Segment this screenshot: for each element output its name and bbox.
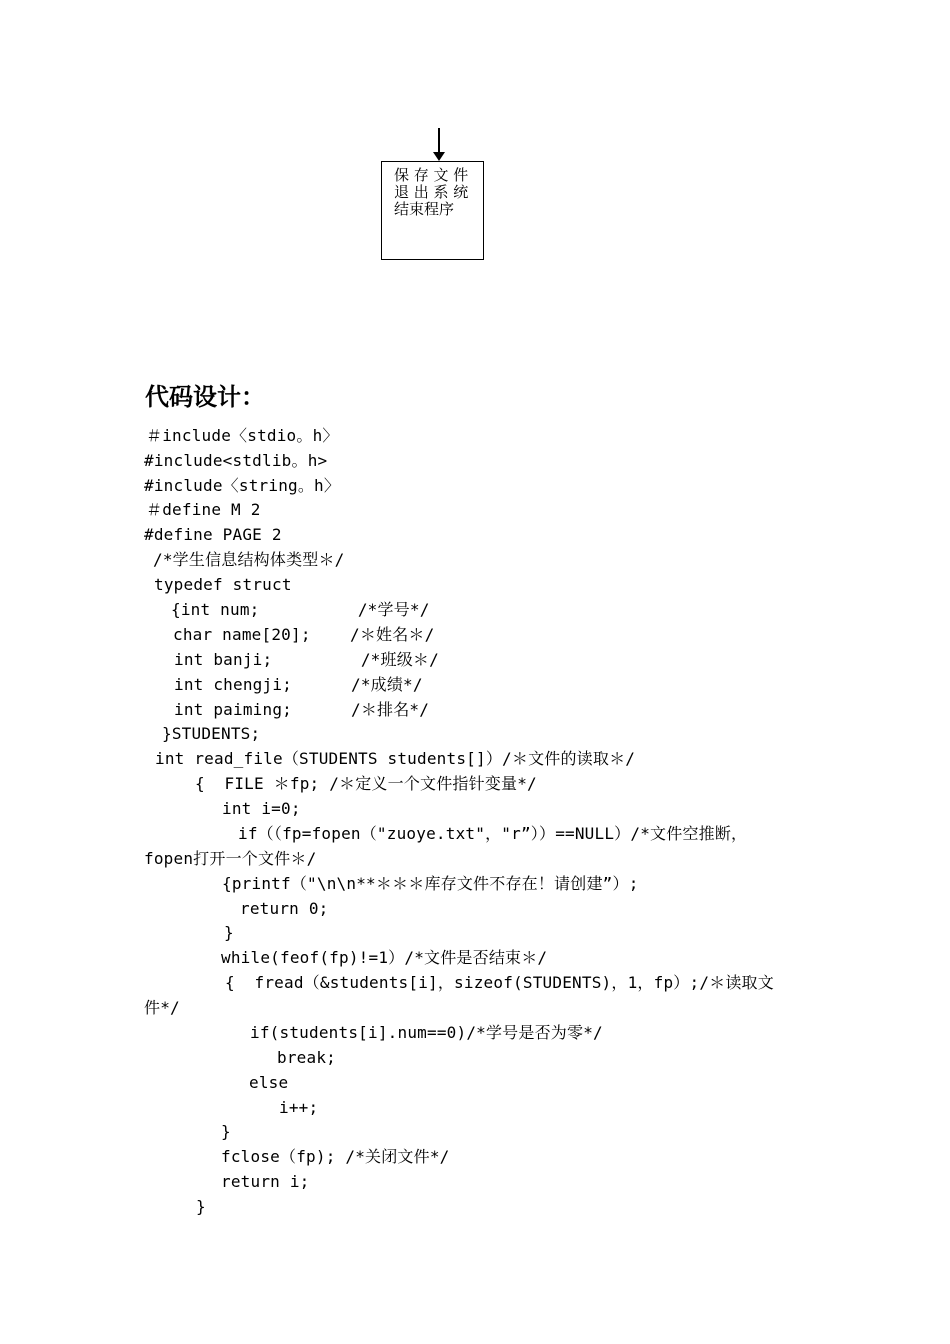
code-line: ＃define M 2	[146, 500, 261, 519]
code-line: 件*/	[144, 998, 180, 1017]
code-line: return i;	[221, 1172, 310, 1191]
code-line: return 0;	[240, 899, 329, 918]
flow-arrow-line	[438, 128, 440, 154]
code-line: fopen打开一个文件＊/	[144, 849, 317, 868]
code-line: #define PAGE 2	[144, 525, 282, 544]
code-line: }	[221, 1122, 231, 1141]
code-line: int paiming; /＊排名*/	[174, 700, 430, 719]
flowchart-box-exit	[381, 161, 484, 260]
code-line: if（（fp=fopen（"zuoye.txt"，"r”））==NULL）/*文件空推断，	[238, 824, 748, 843]
code-line: }	[224, 923, 234, 942]
code-line: #include<stdlib。h>	[144, 451, 328, 470]
code-line: int chengji; /*成绩*/	[174, 675, 423, 694]
code-line: {int num; /*学号*/	[171, 600, 430, 619]
code-line: if(students[i].num==0)/*学号是否为零*/	[250, 1023, 603, 1042]
code-line: ＃include〈stdio。h〉	[146, 426, 339, 445]
code-line: typedef struct	[154, 575, 292, 594]
code-line: fclose（fp); /*关闭文件*/	[221, 1147, 450, 1166]
code-line: int banji; /*班级＊/	[174, 650, 439, 669]
flow-arrow-head	[433, 152, 445, 161]
code-line: }	[196, 1197, 206, 1216]
flow-box-line-exit: 退 出 系 统	[394, 183, 469, 201]
flow-box-line-save: 保 存 文 件	[394, 166, 469, 184]
code-line: { fread（&students[i]，sizeof(STUDENTS)，1，fp）;/＊读取文	[225, 973, 774, 992]
code-line: i++;	[279, 1098, 319, 1117]
code-line: #include〈string。h〉	[144, 476, 341, 495]
code-line: {printf（"\n\n**＊＊＊库存文件不存在！请创建”）;	[222, 874, 639, 893]
code-line: int i=0;	[222, 799, 301, 818]
code-line: /*学生信息结构体类型＊/	[153, 550, 345, 569]
code-line: char name[20]; /＊姓名＊/	[173, 625, 435, 644]
code-line: while(feof(fp)!=1）/*文件是否结束＊/	[221, 948, 548, 967]
section-title: 代码设计：	[145, 382, 265, 411]
code-line: else	[249, 1073, 289, 1092]
code-line: break;	[277, 1048, 336, 1067]
code-line: { FILE ＊fp; /＊定义一个文件指针变量*/	[195, 774, 537, 793]
code-line: int read_file（STUDENTS students[]）/＊文件的读取＊/	[155, 749, 636, 768]
code-line: }STUDENTS;	[162, 724, 261, 743]
flow-box-line-end: 结束程序	[394, 200, 455, 218]
